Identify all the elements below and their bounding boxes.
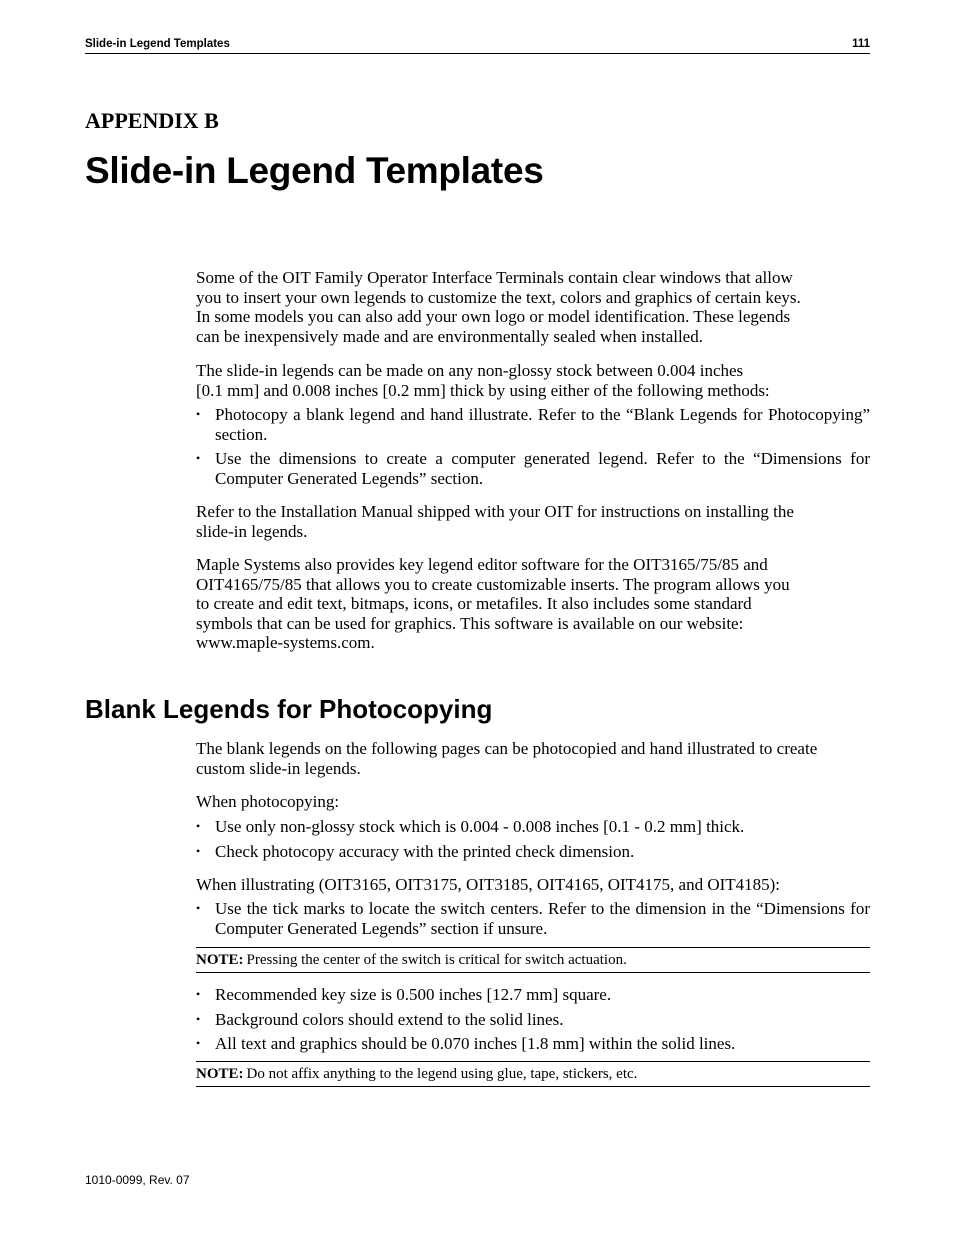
- text-line: symbols that can be used for graphics. This software is available on our website:: [196, 613, 744, 633]
- header-rule: [85, 53, 870, 54]
- text-line: slide-in legends.: [196, 521, 308, 541]
- list-item-text: Photocopy a blank legend and hand illustrate. Refer to the “Blank Legends for Photocopying” section.: [215, 405, 870, 444]
- illustrate-list: [196, 899, 870, 938]
- intro-paragraph-1: [196, 268, 870, 346]
- note-label: NOTE:: [196, 1066, 244, 1082]
- list-item-text: Use the dimensions to create a computer generated legend. Refer to the “Dimensions for Computer Generated Legends” section.: [215, 449, 870, 488]
- list-item: [196, 449, 870, 488]
- running-header: [85, 38, 870, 50]
- text-line: Refer to the Installation Manual shipped with your OIT for instructions on installing the: [196, 502, 794, 521]
- list-item: [196, 405, 870, 444]
- header-section-title: Slide-in Legend Templates: [85, 38, 230, 50]
- list-item: [196, 985, 870, 1005]
- list-item-text: Recommended key size is 0.500 inches [12.7 mm] square.: [215, 985, 612, 1004]
- list-item-text: Check photocopy accuracy with the printed check dimension.: [215, 841, 635, 861]
- text-line: Maple Systems also provides key legend editor software for the OIT3165/75/85 and: [196, 555, 768, 574]
- page-title: Slide-in Legend Templates: [85, 150, 544, 191]
- bullet: •: [196, 987, 201, 1001]
- bullet: •: [196, 1036, 201, 1051]
- list-item: [196, 899, 870, 938]
- illustrate-intro: [196, 875, 870, 895]
- note-label: NOTE:: [196, 952, 244, 968]
- text-line: When photocopying:: [196, 792, 340, 811]
- appendix-label: APPENDIX B: [85, 108, 219, 133]
- intro-paragraph-4: [196, 555, 870, 653]
- text-line: custom slide-in legends.: [196, 758, 361, 778]
- bullet: •: [196, 843, 201, 858]
- list-item: [196, 817, 870, 837]
- intro-paragraph-3: [196, 502, 870, 541]
- text-line: The blank legends on the following pages can be photocopied and hand illustrated to create: [196, 739, 818, 758]
- text-line: The slide-in legends can be made on any non-glossy stock between 0.004 inches: [196, 361, 744, 380]
- bullet: •: [196, 819, 201, 833]
- text-line: Some of the OIT Family Operator Interface Terminals contain clear windows that allow: [196, 268, 793, 287]
- note-text: Pressing the center of the switch is critical for switch actuation.: [246, 952, 627, 968]
- note-box: [196, 947, 870, 973]
- text-line: In some models you can also add your own logo or model identification. These legends: [196, 307, 791, 327]
- key-guidelines-list: [196, 985, 870, 1054]
- page-number: 111: [852, 38, 870, 50]
- photocopy-intro: [196, 792, 870, 812]
- text-line: When illustrating (OIT3165, OIT3175, OIT3185, OIT4165, OIT4175, and OIT4185):: [196, 875, 781, 894]
- document-footer: 1010-0099, Rev. 07: [85, 1173, 190, 1187]
- text-line: to create and edit text, bitmaps, icons, or metafiles. It also includes some standard: [196, 594, 752, 614]
- note-text: Do not affix anything to the legend using glue, tape, stickers, etc.: [246, 1066, 638, 1082]
- list-item: [196, 1010, 870, 1030]
- bullet: •: [196, 451, 201, 466]
- list-item: [196, 842, 870, 862]
- text-line: OIT4165/75/85 that allows you to create customizable inserts. The program allows you: [196, 574, 790, 594]
- section-heading: Blank Legends for Photocopying: [85, 694, 493, 724]
- photocopy-list: [196, 817, 870, 861]
- intro-paragraph-2: [196, 361, 870, 400]
- bullet: •: [196, 407, 201, 421]
- list-item-text: All text and graphics should be 0.070 inches [1.8 mm] within the solid lines.: [215, 1034, 736, 1054]
- bullet: •: [196, 1011, 201, 1026]
- note-box: [196, 1061, 870, 1087]
- list-item: [196, 1034, 870, 1054]
- text-line: can be inexpensively made and are environmentally sealed when installed.: [196, 326, 703, 346]
- text-line: www.maple-systems.com.: [196, 633, 375, 653]
- text-line: you to insert your own legends to customize the text, colors and graphics of certain keys.: [196, 287, 801, 307]
- list-item-text: Use only non-glossy stock which is 0.004 - 0.008 inches [0.1 - 0.2 mm] thick.: [215, 817, 745, 836]
- section-paragraph: [196, 739, 870, 778]
- methods-list: [196, 405, 870, 488]
- bullet: •: [196, 901, 201, 915]
- text-line: [0.1 mm] and 0.008 inches [0.2 mm] thick by using either of the following methods:: [196, 380, 770, 400]
- list-item-text: Background colors should extend to the solid lines.: [215, 1009, 564, 1029]
- list-item-text: Use the tick marks to locate the switch centers. Refer to the dimension in the “Dimensions for Computer Generated Legends” section if unsure.: [215, 899, 870, 938]
